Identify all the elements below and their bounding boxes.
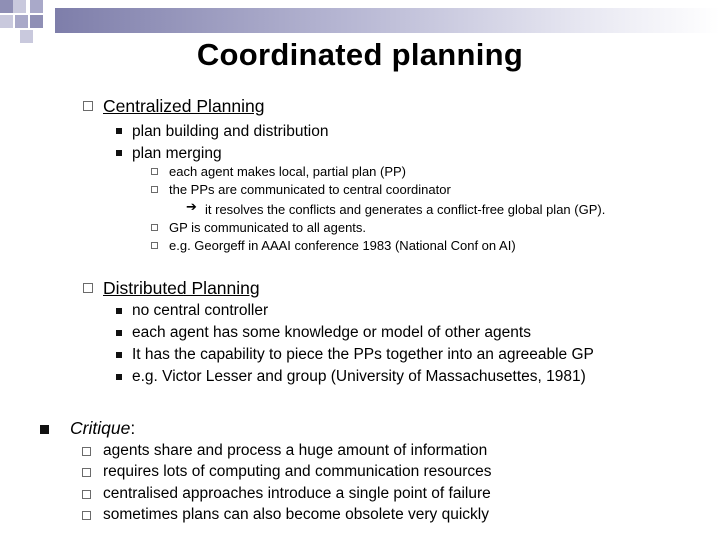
sub-list-item-continuation: it resolves the conflicts and generates a conflict-free global plan (GP). bbox=[205, 202, 606, 217]
critique-label: Critique bbox=[70, 418, 131, 438]
list-item: each agent has some knowledge or model of other agents bbox=[132, 324, 531, 341]
list-item: requires lots of computing and communication resources bbox=[103, 463, 492, 480]
solid-square-bullet bbox=[116, 150, 122, 156]
hollow-square-bullet bbox=[82, 447, 91, 456]
section-heading-critique bbox=[70, 420, 135, 438]
corner-decoration-square bbox=[0, 15, 13, 28]
list-item: plan merging bbox=[132, 145, 222, 162]
list-item: e.g. Victor Lesser and group (University of Massachusettes, 1981) bbox=[132, 368, 586, 385]
hollow-square-bullet bbox=[151, 186, 158, 193]
hollow-square-bullet bbox=[83, 283, 93, 293]
solid-square-bullet bbox=[116, 330, 122, 336]
list-item: plan building and distribution bbox=[132, 123, 329, 140]
list-item: no central controller bbox=[132, 302, 269, 319]
header-gradient-bar bbox=[55, 8, 720, 33]
section-heading-distributed: Distributed Planning bbox=[103, 278, 260, 298]
hollow-square-bullet bbox=[151, 224, 158, 231]
solid-square-bullet bbox=[116, 374, 122, 380]
hollow-square-bullet bbox=[82, 490, 91, 499]
hollow-square-bullet bbox=[151, 242, 158, 249]
corner-decoration-square bbox=[15, 15, 28, 28]
list-item: agents share and process a huge amount of information bbox=[103, 442, 488, 459]
sub-list-item: the PPs are communicated to central coordinator bbox=[169, 182, 451, 197]
hollow-square-bullet bbox=[83, 101, 93, 111]
solid-square-bullet bbox=[116, 128, 122, 134]
corner-decoration-square bbox=[13, 0, 26, 13]
solid-square-bullet bbox=[40, 425, 49, 434]
solid-square-bullet bbox=[116, 308, 122, 314]
corner-decoration-square bbox=[0, 0, 13, 13]
sub-list-item: each agent makes local, partial plan (PP) bbox=[169, 164, 407, 179]
hollow-square-bullet bbox=[82, 511, 91, 520]
critique-colon: : bbox=[130, 418, 136, 438]
list-item: It has the capability to piece the PPs together into an agreeable GP bbox=[132, 346, 594, 363]
solid-square-bullet bbox=[116, 352, 122, 358]
sub-list-item: e.g. Georgeff in AAAI conference 1983 (National Conf on AI) bbox=[169, 238, 516, 253]
list-item: sometimes plans can also become obsolete very quickly bbox=[103, 506, 489, 523]
corner-decoration-square bbox=[30, 15, 43, 28]
sub-list-item: GP is communicated to all agents. bbox=[169, 220, 367, 235]
hollow-square-bullet bbox=[82, 468, 91, 477]
hollow-square-bullet bbox=[151, 168, 158, 175]
corner-decoration-square bbox=[30, 0, 43, 13]
list-item: centralised approaches introduce a single point of failure bbox=[103, 485, 491, 502]
slide-title: Coordinated planning bbox=[196, 37, 524, 72]
section-heading-centralized: Centralized Planning bbox=[103, 96, 265, 116]
arrow-icon: ➔ bbox=[186, 200, 197, 215]
